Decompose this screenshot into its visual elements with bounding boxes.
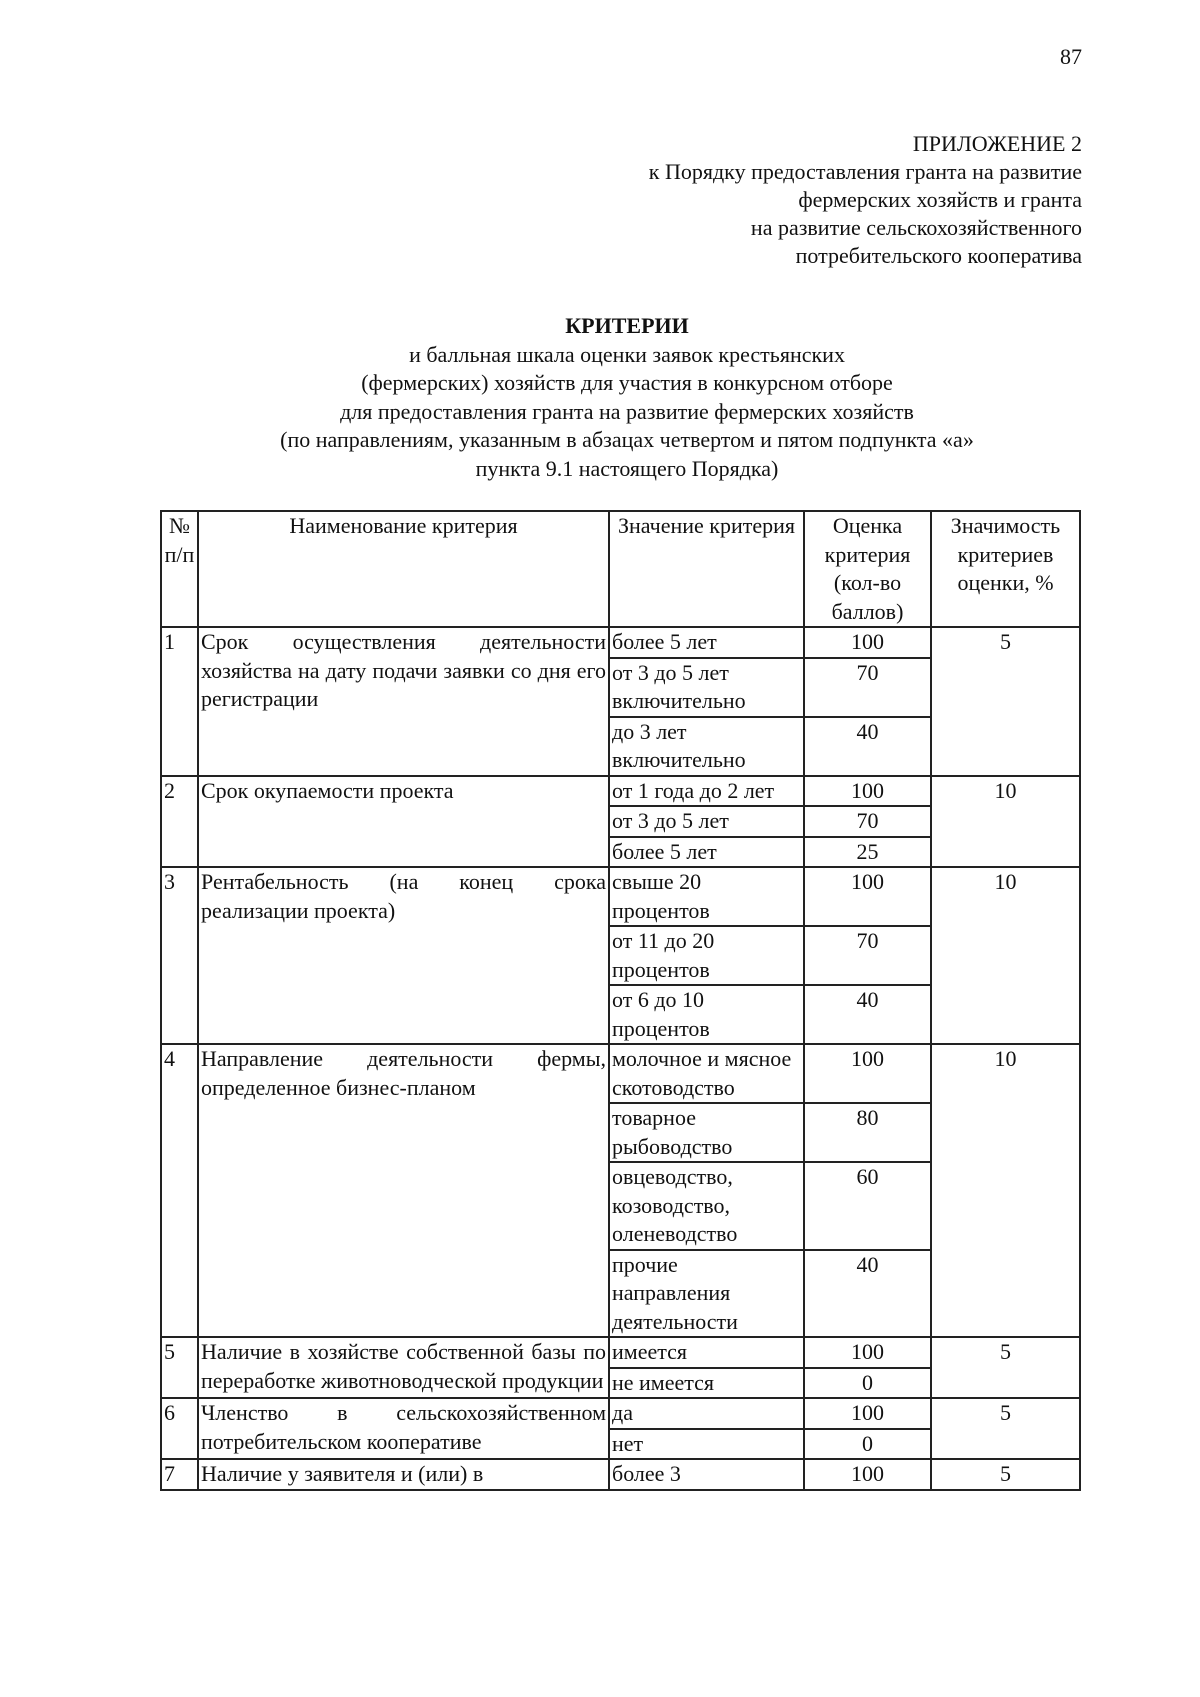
criterion-value: прочие направления деятельности <box>609 1250 804 1338</box>
title-main: КРИТЕРИИ <box>565 313 689 338</box>
title-line: и балльная шкала оценки заявок крестьянских <box>409 341 845 367</box>
criterion-value: овцеводство, козоводство, оленеводство <box>609 1162 804 1250</box>
criterion-name: Срок окупаемости проекта <box>198 776 609 868</box>
criterion-score: 70 <box>804 926 931 985</box>
criterion-value: товарное рыбоводство <box>609 1103 804 1162</box>
annex-line: ПРИЛОЖЕНИЕ 2 <box>912 131 1082 156</box>
criterion-score: 40 <box>804 1250 931 1338</box>
table-row <box>161 1398 1080 1429</box>
criterion-score: 40 <box>804 717 931 776</box>
criterion-value: нет <box>609 1429 804 1460</box>
criterion-number: 4 <box>161 1044 198 1337</box>
criterion-score: 80 <box>804 1103 931 1162</box>
criterion-number: 6 <box>161 1398 198 1459</box>
criterion-weight: 5 <box>931 1459 1080 1490</box>
header-name: Наименование критерия <box>198 511 609 627</box>
criterion-name: Наличие у заявителя и (или) в <box>198 1459 609 1490</box>
criterion-score: 100 <box>804 1459 931 1490</box>
criterion-score: 100 <box>804 1044 931 1103</box>
annex-line: потребительского кооператива <box>795 243 1082 268</box>
criterion-score: 100 <box>804 1398 931 1429</box>
header-score: Оценка критерия (кол-во баллов) <box>804 511 931 627</box>
header-weight: Значимость критериев оценки, % <box>931 511 1080 627</box>
criterion-name: Направление деятельности фермы, определенное бизнес-планом <box>198 1044 609 1337</box>
page-number: 87 <box>1060 44 1082 69</box>
criterion-weight: 10 <box>931 867 1080 1044</box>
annex-heading <box>649 130 1082 270</box>
criterion-score: 60 <box>804 1162 931 1250</box>
table-row <box>161 1337 1080 1368</box>
criterion-number: 3 <box>161 867 198 1044</box>
header-value: Значение критерия <box>609 511 804 627</box>
criterion-value: от 3 до 5 лет <box>609 806 804 837</box>
criterion-name: Наличие в хозяйстве собственной базы по переработке животноводческой продукции <box>198 1337 609 1398</box>
criterion-number: 1 <box>161 627 198 776</box>
criterion-value: не имеется <box>609 1368 804 1399</box>
criterion-value: от 1 года до 2 лет <box>609 776 804 807</box>
criterion-weight: 5 <box>931 627 1080 776</box>
header-num: № п/п <box>161 511 198 627</box>
title-line: пункта 9.1 настоящего Порядка) <box>475 455 779 481</box>
criterion-value: более 5 лет <box>609 627 804 658</box>
criterion-number: 5 <box>161 1337 198 1398</box>
criterion-name: Рентабельность (на конец срока реализации проекта) <box>198 867 609 1044</box>
criterion-value: более 5 лет <box>609 837 804 868</box>
annex-line: к Порядку предоставления гранта на развитие <box>648 159 1082 184</box>
annex-line: фермерских хозяйств и гранта <box>798 187 1082 212</box>
criterion-value: более 3 <box>609 1459 804 1490</box>
document-title <box>0 312 1200 483</box>
criterion-weight: 5 <box>931 1398 1080 1459</box>
criterion-score: 100 <box>804 776 931 807</box>
criterion-value: да <box>609 1398 804 1429</box>
criterion-value: от 6 до 10 процентов <box>609 985 804 1044</box>
criterion-score: 25 <box>804 837 931 868</box>
criteria-body <box>161 627 1080 1490</box>
criterion-score: 100 <box>804 627 931 658</box>
table-row <box>161 1044 1080 1103</box>
criterion-value: до 3 лет включительно <box>609 717 804 776</box>
table-row <box>161 867 1080 926</box>
title-line: (фермерских) хозяйств для участия в конкурсном отборе <box>361 370 893 395</box>
criterion-value: от 3 до 5 лет включительно <box>609 658 804 717</box>
table-row <box>161 776 1080 807</box>
criterion-score: 70 <box>804 658 931 717</box>
criterion-name: Членство в сельскохозяйственном потребительском кооперативе <box>198 1398 609 1459</box>
criterion-value: имеется <box>609 1337 804 1368</box>
criterion-score: 0 <box>804 1429 931 1460</box>
annex-line: на развитие сельскохозяйственного <box>750 215 1082 240</box>
criterion-value: от 11 до 20 процентов <box>609 926 804 985</box>
table-row <box>161 627 1080 658</box>
criterion-score: 0 <box>804 1368 931 1399</box>
criterion-score: 40 <box>804 985 931 1044</box>
title-line: для предоставления гранта на развитие фермерских хозяйств <box>340 398 914 424</box>
criterion-weight: 5 <box>931 1337 1080 1398</box>
table-row <box>161 1459 1080 1490</box>
criterion-number: 7 <box>161 1459 198 1490</box>
title-line: (по направлениям, указанным в абзацах четвертом и пятом подпункта «а» <box>280 427 974 452</box>
criterion-weight: 10 <box>931 776 1080 868</box>
header-row <box>161 511 1080 627</box>
criterion-number: 2 <box>161 776 198 868</box>
criterion-score: 100 <box>804 867 931 926</box>
criterion-value: свыше 20 процентов <box>609 867 804 926</box>
criterion-score: 100 <box>804 1337 931 1368</box>
criterion-value: молочное и мясное скотоводство <box>609 1044 804 1103</box>
criterion-name: Срок осуществления деятельности хозяйства на дату подачи заявки со дня его регистрации <box>198 627 609 776</box>
criteria-table <box>160 510 1081 1491</box>
criterion-weight: 10 <box>931 1044 1080 1337</box>
criterion-score: 70 <box>804 806 931 837</box>
